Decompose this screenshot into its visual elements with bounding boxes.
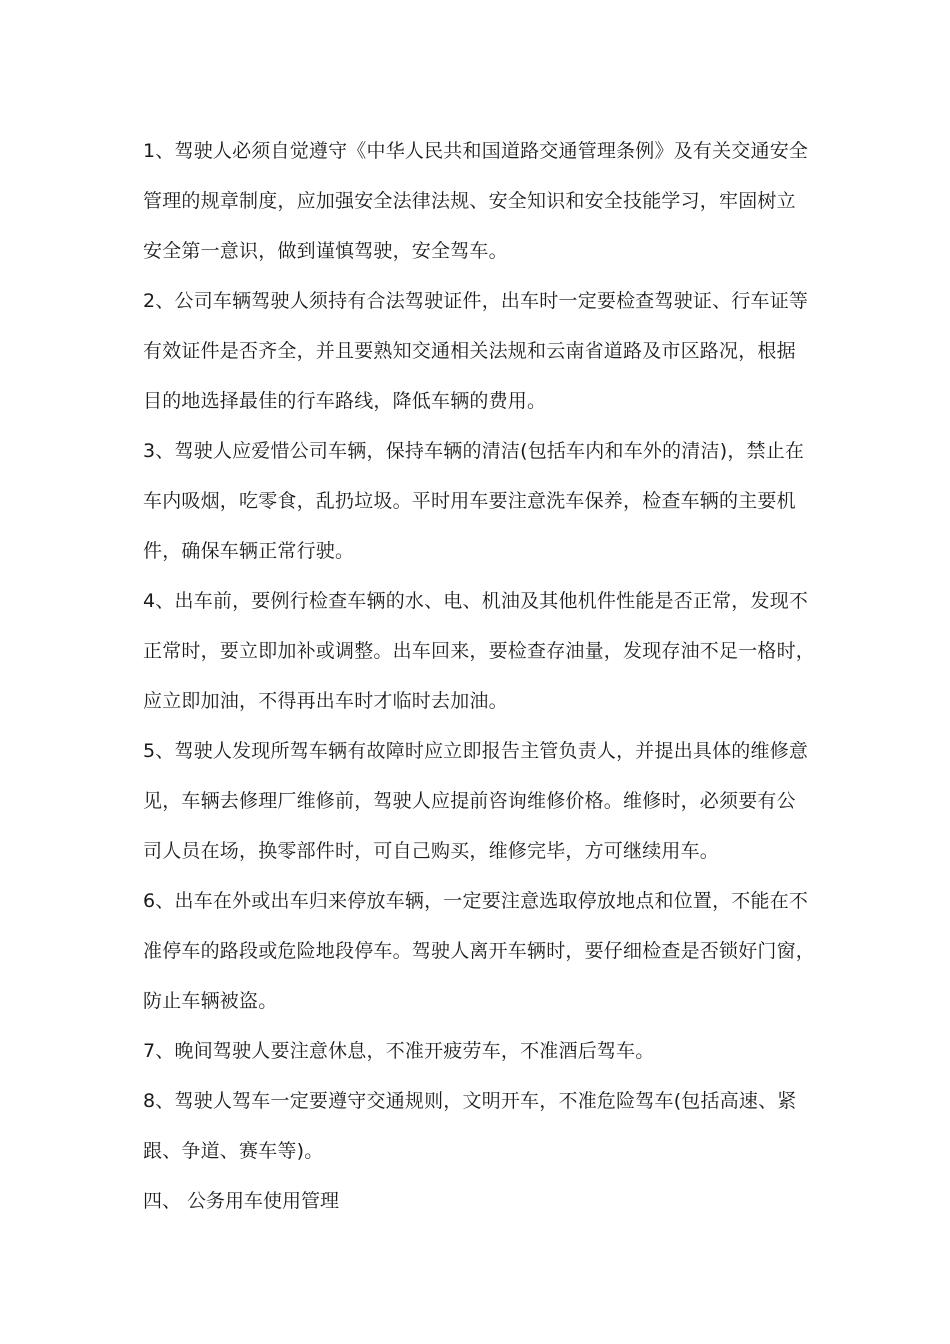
text-line: 车内吸烟，吃零食，乱扔垃圾。平时用车要注意洗车保养，检查车辆的主要机 — [143, 490, 796, 512]
document-body — [143, 126, 815, 1226]
text-line: 1、驾驶人必须自觉遵守《中华人民共和国道路交通管理条例》及有关交通安全 — [143, 140, 809, 162]
text-line: 7、晚间驾驶人要注意休息，不准开疲劳车，不准酒后驾车。 — [143, 1040, 655, 1062]
paragraph-4 — [143, 576, 815, 726]
section-heading: 四、 公务用车使用管理 — [143, 1190, 340, 1212]
paragraph-1 — [143, 126, 815, 276]
text-line: 正常时，要立即加补或调整。出车回来，要检查存油量，发现存油不足一格时， — [143, 640, 816, 662]
text-line: 管理的规章制度，应加强安全法律法规、安全知识和安全技能学习，牢固树立 — [143, 190, 796, 212]
text-line: 见，车辆去修理厂维修前，驾驶人应提前咨询维修价格。维修时，必须要有公 — [143, 790, 796, 812]
paragraph-2 — [143, 276, 815, 426]
text-line: 件，确保车辆正常行驶。 — [143, 540, 355, 562]
paragraph-6 — [143, 876, 815, 1026]
text-line: 应立即加油，不得再出车时才临时去加油。 — [143, 690, 508, 712]
text-line: 跟、争道、赛车等)。 — [143, 1140, 324, 1162]
text-line: 准停车的路段或危险地段停车。驾驶人离开车辆时，要仔细检查是否锁好门窗， — [143, 940, 816, 962]
text-line: 8、驾驶人驾车一定要遵守交通规则，文明开车，不准危险驾车(包括高速、紧 — [143, 1090, 797, 1112]
text-line: 有效证件是否齐全，并且要熟知交通相关法规和云南省道路及市区路况，根据 — [143, 340, 796, 362]
text-line: 2、公司车辆驾驶人须持有合法驾驶证件，出车时一定要检查驾驶证、行车证等 — [143, 290, 809, 312]
paragraph-8 — [143, 1076, 815, 1176]
text-line: 3、驾驶人应爱惜公司车辆，保持车辆的清洁(包括车内和车外的清洁)，禁止在 — [143, 440, 805, 462]
text-line: 4、出车前，要例行检查车辆的水、电、机油及其他机件性能是否正常，发现不 — [143, 590, 809, 612]
text-line: 司人员在场，换零部件时，可自己购买，维修完毕，方可继续用车。 — [143, 840, 720, 862]
text-line: 防止车辆被盗。 — [143, 990, 278, 1012]
text-line: 6、出车在外或出车归来停放车辆，一定要注意选取停放地点和位置，不能在不 — [143, 890, 809, 912]
text-line: 目的地选择最佳的行车路线，降低车辆的费用。 — [143, 390, 547, 412]
paragraph-5 — [143, 726, 815, 876]
text-line: 5、驾驶人发现所驾车辆有故障时应立即报告主管负责人，并提出具体的维修意 — [143, 740, 809, 762]
paragraph-7 — [143, 1026, 815, 1076]
text-line: 安全第一意识，做到谨慎驾驶，安全驾车。 — [143, 240, 508, 262]
paragraph-3 — [143, 426, 815, 576]
